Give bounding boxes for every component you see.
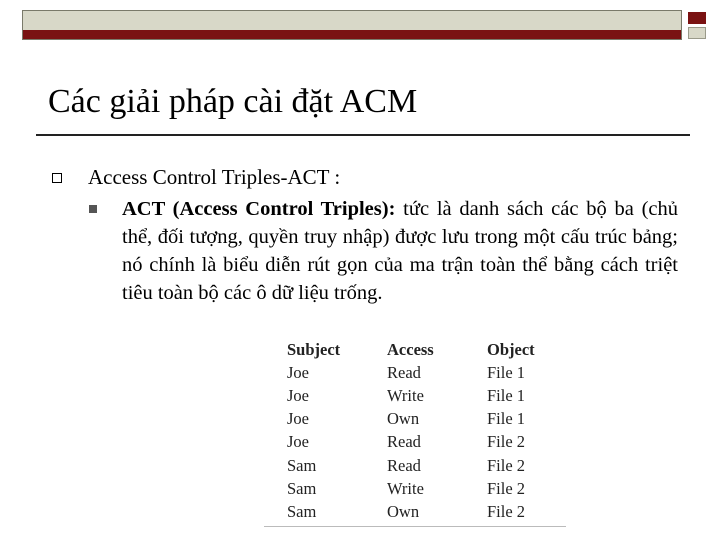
cell-object: File 2 xyxy=(487,478,526,498)
cell-object: File 1 xyxy=(487,385,526,405)
cell-object: File 1 xyxy=(487,409,526,429)
header-object: Object xyxy=(487,339,535,359)
cell-access: Own xyxy=(387,501,420,521)
top-decorative-bar xyxy=(22,10,682,40)
top-bar-red-stripe xyxy=(23,30,681,39)
bullet-level2-description: tức là danh sách các bộ ba (chủ thể, đối tượng, quyền truy nhập) được lưu trong một cấu trúc bảng; nó chính là biểu diễn rút gọn của ma trận toàn thể bằng cách triệt tiêu toàn bộ các ô dữ liệu trống. xyxy=(122,198,679,304)
cell-object: File 1 xyxy=(487,362,526,382)
header-access: Access xyxy=(387,339,434,359)
table-row xyxy=(264,384,566,407)
header-subject: Subject xyxy=(287,339,341,359)
cell-access: Read xyxy=(387,455,421,475)
slide-title: Các giải pháp cài đặt ACM xyxy=(48,83,418,120)
corner-square-red xyxy=(688,12,706,24)
cell-access: Read xyxy=(387,432,421,452)
table-row xyxy=(264,454,566,477)
cell-object: File 2 xyxy=(487,432,526,452)
cell-access: Read xyxy=(387,362,421,382)
table-header-row xyxy=(264,338,566,361)
filled-square-bullet-icon xyxy=(89,205,97,213)
bullet-level2-bold-term: ACT (Access Control Triples): xyxy=(122,198,396,220)
table-row xyxy=(264,431,566,454)
cell-subject: Sam xyxy=(287,478,317,498)
table-row xyxy=(264,361,566,384)
table-row xyxy=(264,477,566,500)
cell-subject: Joe xyxy=(287,385,309,405)
table-row xyxy=(264,408,566,431)
cell-access: Write xyxy=(387,385,424,405)
bullet-level1-text: Access Control Triples-ACT : xyxy=(88,165,341,189)
hollow-square-bullet-icon xyxy=(52,173,62,183)
cell-subject: Sam xyxy=(287,501,317,521)
title-underline xyxy=(36,134,690,136)
cell-subject: Joe xyxy=(287,432,309,452)
cell-subject: Joe xyxy=(287,409,309,429)
corner-square-beige xyxy=(688,27,706,39)
cell-access: Own xyxy=(387,409,420,429)
table-row xyxy=(264,500,566,523)
cell-subject: Joe xyxy=(287,362,309,382)
cell-object: File 2 xyxy=(487,501,526,521)
cell-subject: Sam xyxy=(287,455,317,475)
cell-object: File 2 xyxy=(487,455,526,475)
cell-access: Write xyxy=(387,478,424,498)
bullet-level2-paragraph xyxy=(122,195,678,307)
act-table xyxy=(264,338,566,527)
